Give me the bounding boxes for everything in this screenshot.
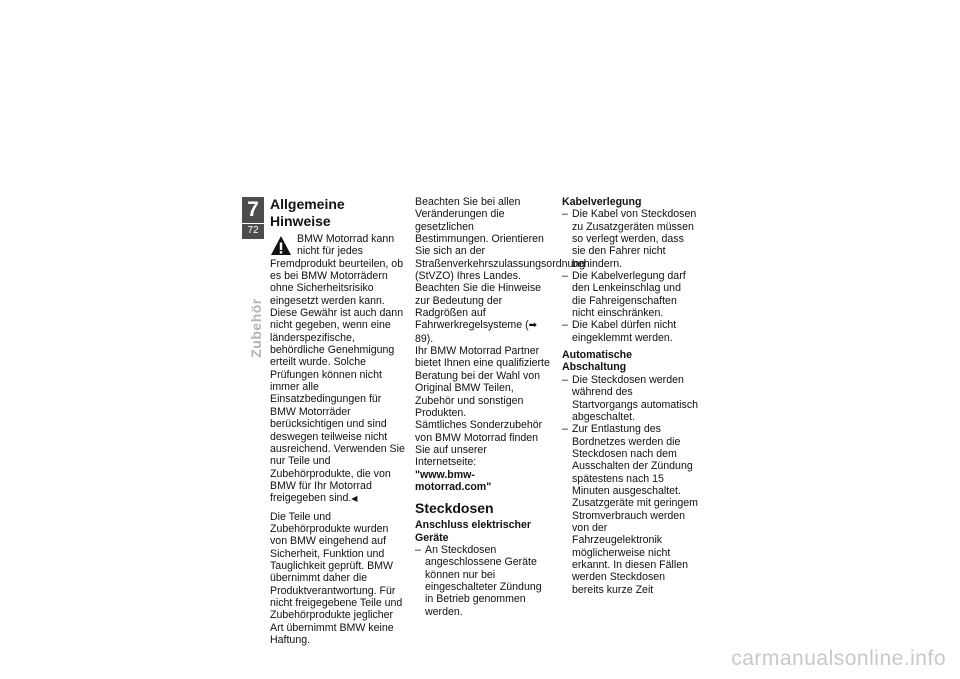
paragraph-website: Sämtliches Sonderzubehör von BMW Motorrad finden Sie auf unserer Internetseite: [415,419,543,469]
page-number: 72 [247,225,259,236]
warning-text: BMW Motorrad kann nicht für jedes Fremdprodukt beurteilen, ob es bei BMW Motorrädern ohne Sicherheitsrisiko eingesetzt werden kann. Diese Gewähr ist auch dann nicht gegeben, wenn eine länderspezifische, behördliche Genehmigung erteilt wurde. Solche Prüfungen können nicht immer alle Einsatzbedingungen für BMW Motorräder berücksichtigen und sind deswegen teilweise nicht ausreichend. Verwenden Sie nur Teile und Zubehörprodukte, die von BMW für Ihr Motorrad freigegeben sind. [270,233,405,505]
arrow-right-icon: ➡ [528,320,538,332]
subheading-cable-routing: Kabelverlegung [562,196,642,208]
warning-paragraph [270,233,406,506]
watermark: carmanualsonline.info [731,647,946,670]
subheading-connection: Anschluss elektrischer Geräte [415,519,531,544]
page-reference: 89). [415,332,434,345]
cable-routing-list [562,208,698,344]
chapter-number: 7 [247,198,259,221]
paragraph-partner: Ihr BMW Motorrad Partner bietet Ihnen eine qualifizierte Beratung bei der Wahl von Original BMW Teilen, Zubehör und sonstigen Produkten. [415,345,550,419]
list-item: – Die Kabel von Steckdosen zu Zusatzgeräten müssen so verlegt werden, dass sie den Fahrer nicht behindern. [562,208,698,270]
list-item: – Zur Entlastung des Bordnetzes werden die Steckdosen nach dem Ausschalten der Zündung spätestens nach 15 Minuten ausgeschaltet. Zusatzgeräte mit geringem Stromverbrauch werden von der Fahrzeugelektronik möglicherweise nicht erkannt. In diesen Fällen werden Steckdosen bereits kurze Zeit [562,423,698,596]
paragraph-regulations [415,196,586,345]
auto-shutoff-list [562,374,698,596]
list-item: – Die Kabel dürfen nicht eingeklemmt werden. [562,319,698,344]
list-item: – Die Kabelverlegung darf den Lenkeinschlag und die Fahreigenschaften nicht einschränken. [562,270,698,319]
list-item: – Die Steckdosen werden während des Startvorgangs automatisch abgeschaltet. [562,374,698,423]
chapter-title: Zubehör [248,298,264,358]
column-general-notes [270,196,406,646]
subheading-auto-shutoff: Automatische Abschaltung [562,349,633,374]
paragraph-liability: Die Teile und Zubehörprodukte wurden von BMW eingehend auf Sicherheit, Funktion und Tauglichkeit geprüft. BMW übernimmt daher die Produktverantwortung. Für nicht freigegebene Teile und Zubehörprodukte jeglicher Art übernimmt BMW keine Haftung. [270,510,403,646]
column-cables [562,196,698,596]
section-heading-sockets: Steckdosen [415,500,494,517]
end-mark-icon: ◀ [351,494,358,504]
warning-triangle-icon [270,235,292,257]
chapter-tab [242,197,264,239]
section-heading-general: Allgemeine Hinweise [270,196,345,229]
column-regulations [415,196,586,618]
list-item: – An Steckdosen angeschlossene Geräte können nur bei eingeschalteter Zündung in Betrieb genommen werden. [415,544,550,618]
regulations-text: Beachten Sie bei allen Veränderungen die gesetzlichen Bestimmungen. Orientieren Sie sich an der Straßenverkehrszulassungsordnung (StVZO) Ihres Landes. Beachten Sie die Hinweise zur Bedeutung der Radgrößen auf Fahrwerkregelsysteme ( [415,196,586,332]
website-url: "www.bmw-motorrad.com" [415,468,492,493]
connection-list [415,544,550,618]
